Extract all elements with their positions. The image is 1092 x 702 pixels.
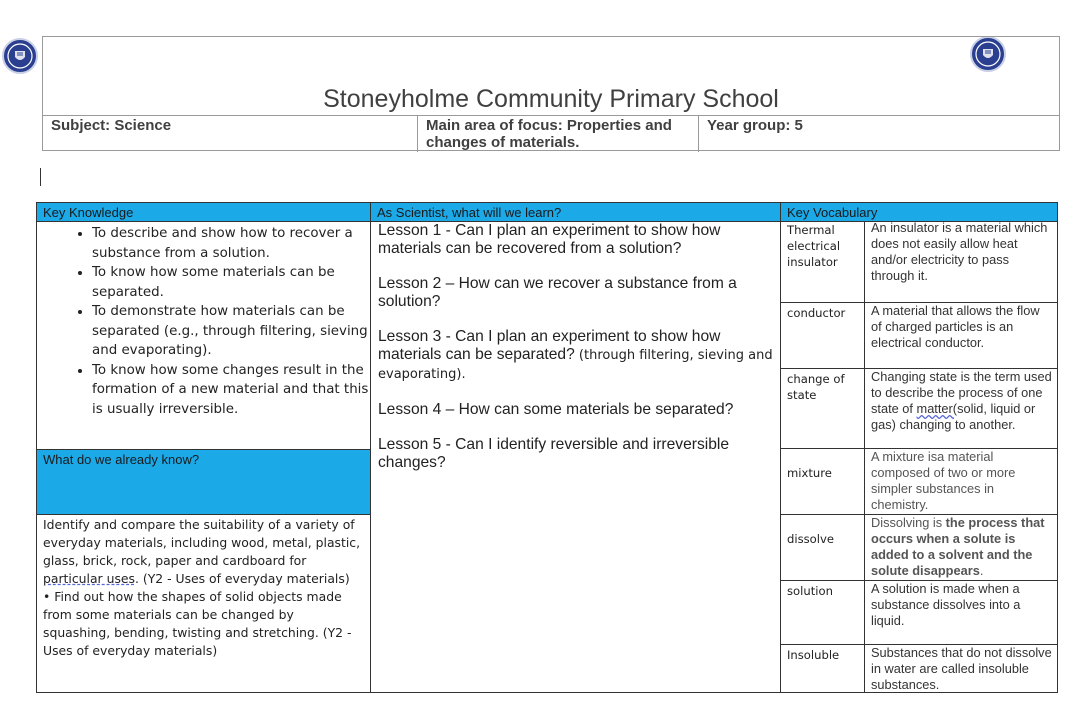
vocab-definition: Dissolving is the process that occurs when a solute is added to a solvent and the solute disappears. (871, 515, 1045, 578)
header-row (43, 115, 1059, 152)
vocab-term: solution (781, 581, 865, 644)
vocab-definition: An insulator is a material which does not easily allow heat and/or electricity to pass through it. (871, 221, 1048, 283)
focus-cell: Main area of focus: Properties and changes of materials. (417, 116, 698, 152)
vocab-term: Thermal electrical insulator (781, 221, 865, 302)
vocab-term: dissolve (781, 515, 865, 580)
text-cursor (40, 168, 41, 186)
lesson-4: Lesson 4 – How can some materials be separated? (378, 401, 734, 418)
school-name: Stoneyholme Community Primary School (323, 85, 779, 113)
vocab-definition: A mixture isa material composed of two or more simpler substances in chemistry. (871, 449, 1016, 512)
knowledge-item: • To describe and show how to recover a substance from a solution. (92, 224, 370, 263)
prior-learning-1: Identify and compare the suitability of a variety of everyday materials, including wood, metal, plastic, glass, brick, rock, paper and cardboard for particular uses. (Y2 - Uses of everyday materials) (43, 517, 361, 586)
vocab-row (781, 644, 1058, 693)
lesson-1: Lesson 1 - Can I plan an experiment to show how materials can be recovered from a solution? (378, 222, 721, 257)
lesson-3: Lesson 3 - Can I plan an experiment to show how materials can be separated? (through filtering, sieving and evaporating). (378, 328, 773, 382)
already-know-body (36, 514, 371, 693)
vocab-definition: A material that allows the flow of charged particles is an electrical conductor. (871, 303, 1040, 350)
vocab-term: mixture (781, 449, 865, 514)
already-know-heading: What do we already know? (36, 449, 371, 515)
school-logo-left (2, 38, 38, 74)
key-knowledge-heading: Key Knowledge (36, 202, 371, 222)
vocab-definition: Changing state is the term used to describe the process of one state of matter(solid, liquid or gas) changing to another. (871, 369, 1052, 432)
subject-cell: Subject: Science (51, 117, 172, 134)
knowledge-item: • To know how some materials can be separated. (92, 263, 370, 302)
vocab-row (781, 302, 1058, 368)
vocab-definition: Substances that do not dissolve in water are called insoluble substances. (871, 645, 1052, 692)
vocabulary-heading: Key Vocabulary (780, 202, 1058, 222)
vocab-row (781, 448, 1058, 514)
vocab-row (781, 514, 1058, 580)
header-table (42, 36, 1060, 151)
vocab-term: change of state (781, 369, 865, 448)
prior-learning-2: • Find out how the shapes of solid objects made from some materials can be changed by squashing, bending, twisting and stretching. (Y2 - Uses of everyday materials) (43, 589, 352, 658)
vocab-row (781, 368, 1058, 448)
vocab-term: Insoluble (781, 645, 865, 693)
knowledge-organiser (36, 202, 1058, 693)
vocab-definition: A solution is made when a substance dissolves into a liquid. (871, 581, 1021, 628)
key-knowledge-column (36, 202, 371, 693)
vocab-row (781, 221, 1058, 302)
key-knowledge-list (36, 221, 371, 450)
knowledge-item: • To know how some changes result in the formation of a new material and that this is usually irreversible. (92, 361, 370, 420)
learn-column (370, 202, 781, 693)
lessons-list (370, 221, 781, 693)
school-crest-icon (6, 42, 34, 70)
lesson-2: Lesson 2 – How can we recover a substance from a solution? (378, 275, 737, 310)
learn-heading: As Scientist, what will we learn? (370, 202, 781, 222)
knowledge-item: • To demonstrate how materials can be separated (e.g., through filtering, sieving and evaporating). (92, 302, 370, 361)
vocab-term: conductor (781, 303, 865, 368)
vocab-row (781, 580, 1058, 644)
vocabulary-table (780, 221, 1058, 693)
vocabulary-column (780, 202, 1058, 693)
year-group-cell: Year group: 5 (698, 116, 1059, 152)
lesson-5: Lesson 5 - Can I identify reversible and irreversible changes? (378, 436, 730, 471)
